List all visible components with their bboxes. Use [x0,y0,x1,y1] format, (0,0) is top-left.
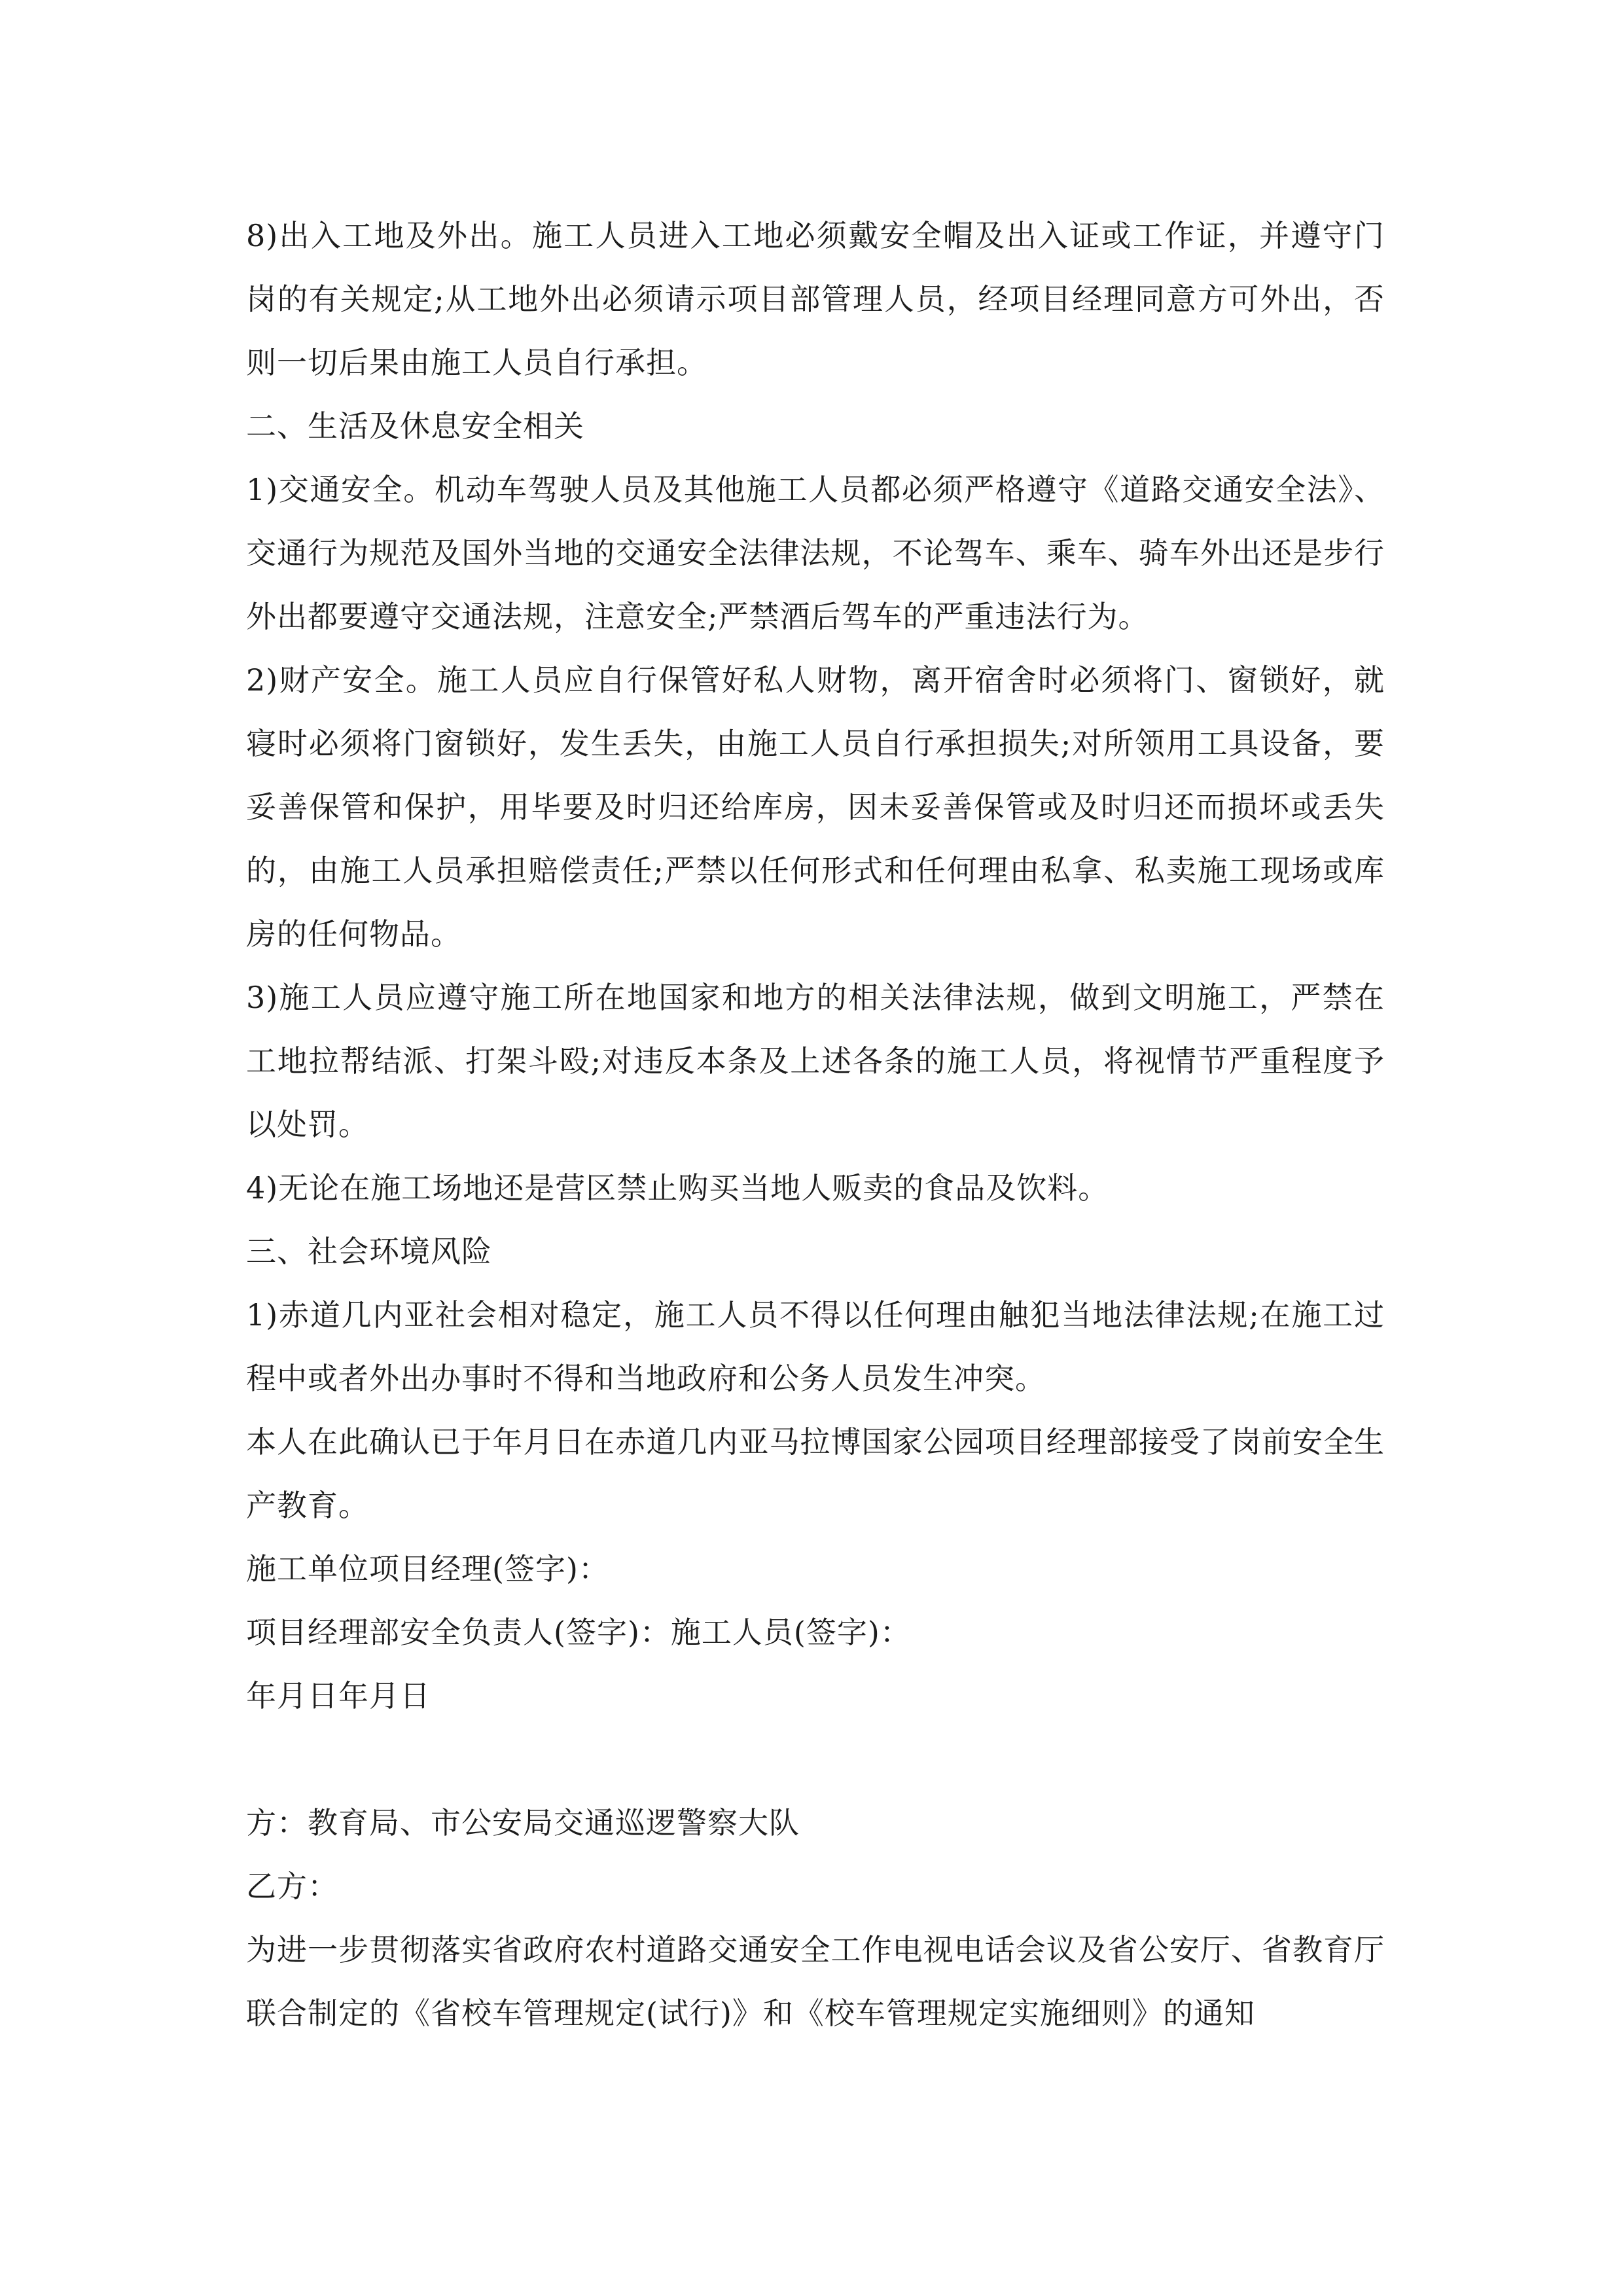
paragraph-agreement-intro: 为进一步贯彻落实省政府农村道路交通安全工作电视电话会议及省公安厅、省教育厅联合制定的《省校车管理规定(试行)》和《校车管理规定实施细则》的通知 [246,1932,1385,2031]
party-a-line: 方：教育局、市公安局交通巡逻警察大队 [246,1805,800,1840]
paragraph-food-purchase: 4)无论在施工场地还是营区禁止购买当地人贩卖的食品及饮料。 [246,1170,1109,1206]
party-b-line: 乙方： [246,1869,338,1904]
blank-gap [246,1728,1385,1791]
paragraph-social-stability: 1)赤道几内亚社会相对稳定，施工人员不得以任何理由触犯当地法律法规;在施工过程中或者外出办事时不得和当地政府和公务人员发生冲突。 [246,1297,1385,1396]
section-heading-living-safety: 二、生活及休息安全相关 [246,408,584,444]
paragraph-traffic-safety: 1)交通安全。机动车驾驶人员及其他施工人员都必须严格遵守《道路交通安全法》、交通行为规范及国外当地的交通安全法律法规，不论驾车、乘车、骑车外出还是步行外出都要遵守交通法规，注意安全;严禁酒后驾车的严重违法行为。 [246,472,1385,634]
paragraph-confirmation: 本人在此确认已于年月日在赤道几内亚马拉博国家公园项目经理部接受了岗前安全生产教育。 [246,1424,1385,1523]
paragraph-property-safety: 2)财产安全。施工人员应自行保管好私人财物，离开宿舍时必须将门、窗锁好，就寝时必须将门窗锁好，发生丢失，由施工人员自行承担损失;对所领用工具设备，要妥善保管和保护，用毕要及时归还给库房，因未妥善保管或及时归还而损坏或丢失的，由施工人员承担赔偿责任;严禁以任何形式和任何理由私拿、私卖施工现场或库房的任何物品。 [246,662,1385,952]
signature-line-project-manager: 施工单位项目经理(签字)： [246,1551,609,1587]
paragraph-site-entry-exit: 8)出入工地及外出。施工人员进入工地必须戴安全帽及出入证或工作证，并遵守门岗的有关规定;从工地外出必须请示项目部管理人员，经项目经理同意方可外出，否则一切后果由施工人员自行承担。 [246,218,1385,380]
section-heading-social-risk: 三、社会环境风险 [246,1234,492,1269]
document-body [246,204,1385,2045]
signature-line-safety-officer: 项目经理部安全负责人(签字)：施工人员(签字)： [246,1615,911,1650]
paragraph-law-compliance: 3)施工人员应遵守施工所在地国家和地方的相关法律法规，做到文明施工，严禁在工地拉帮结派、打架斗殴;对违反本条及上述各条的施工人员，将视情节严重程度予以处罚。 [246,980,1385,1142]
date-line: 年月日年月日 [246,1678,431,1713]
